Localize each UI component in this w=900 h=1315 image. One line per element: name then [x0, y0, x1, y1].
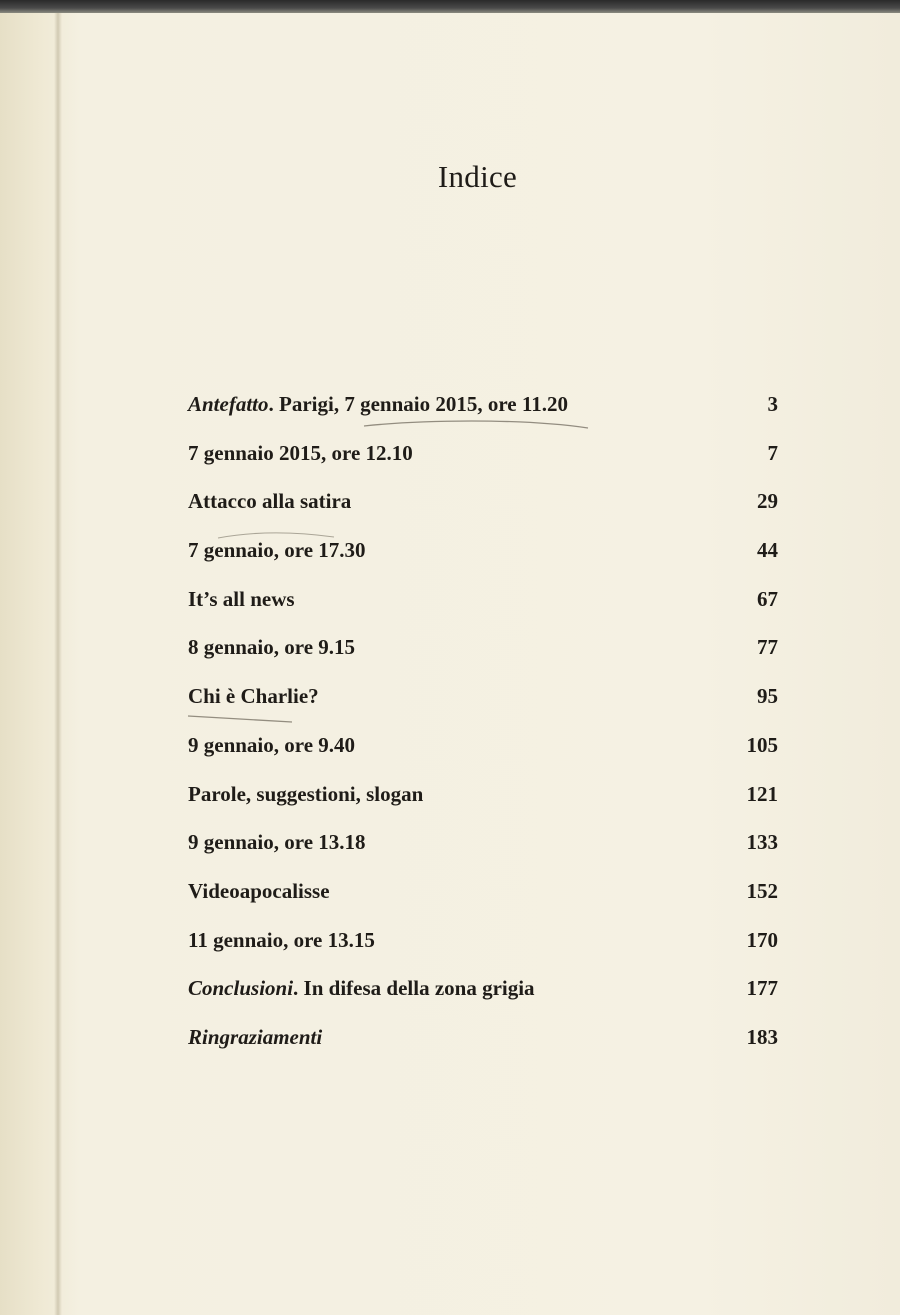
toc-entry-page: 3	[767, 392, 778, 416]
toc-entry-page: 177	[746, 976, 778, 1001]
toc-entry-title	[188, 733, 355, 758]
toc-entry-page: 105	[746, 732, 778, 757]
toc-entry	[188, 928, 778, 977]
toc-entry-title	[188, 635, 355, 660]
toc-entry	[188, 538, 778, 587]
toc-entry-text: 8 gennaio, ore 9.15	[188, 635, 356, 660]
toc-entry-page: 152	[746, 878, 778, 903]
toc-entry-title	[188, 684, 319, 709]
toc-entry	[188, 441, 778, 490]
toc-entry-title	[188, 392, 568, 417]
toc-entry-text: Chi è Charlie?	[188, 684, 319, 709]
toc-entry-title	[188, 782, 423, 807]
toc-entry	[188, 733, 778, 782]
table-of-contents	[188, 392, 778, 1074]
toc-entry-title	[188, 441, 413, 466]
toc-entry	[188, 587, 778, 636]
toc-entry	[188, 976, 778, 1025]
toc-entry	[188, 392, 778, 441]
toc-entry-title	[188, 587, 295, 612]
toc-entry-page: 67	[757, 586, 778, 611]
toc-entry-text: 11 gennaio, ore 13.15	[188, 927, 375, 952]
toc-entry-italic: Antefatto	[188, 392, 269, 416]
toc-entry-text: It’s all news	[188, 586, 295, 611]
toc-entry-italic: Ringraziamenti	[188, 1024, 323, 1049]
toc-entry-title	[188, 928, 375, 953]
toc-entry	[188, 635, 778, 684]
toc-entry-text: Attacco alla satira	[188, 489, 352, 514]
toc-entry-page: 183	[746, 1024, 778, 1049]
toc-entry	[188, 1025, 778, 1074]
toc-entry-title	[188, 830, 366, 855]
scan-top-edge	[0, 0, 900, 13]
toc-entry	[188, 782, 778, 831]
toc-entry-page: 7	[767, 440, 778, 465]
toc-entry-page: 44	[757, 538, 778, 563]
toc-entry-text: 7 gennaio 2015, ore 12.10	[188, 440, 413, 465]
toc-entry-page: 170	[746, 927, 778, 952]
toc-entry-page: 77	[757, 635, 778, 660]
toc-entry	[188, 879, 778, 928]
toc-entry-title	[188, 879, 330, 904]
toc-entry	[188, 684, 778, 733]
toc-entry-text: Videoapocalisse	[188, 878, 330, 903]
toc-entry-text: 9 gennaio, ore 13.18	[188, 830, 366, 855]
toc-entry-page: 29	[757, 489, 778, 514]
toc-entry-page: 95	[757, 684, 778, 709]
toc-entry	[188, 830, 778, 879]
toc-entry-title	[188, 538, 366, 563]
toc-entry-title	[188, 1025, 322, 1050]
toc-entry	[188, 489, 778, 538]
toc-entry-text: 9 gennaio, ore 9.40	[188, 732, 356, 757]
toc-entry-text: Parole, suggestioni, slogan	[188, 781, 424, 806]
page-title: Indice	[437, 158, 518, 194]
spine-fold	[54, 13, 62, 1315]
toc-entry-title	[188, 489, 351, 514]
toc-entry-italic: Conclusioni	[188, 976, 294, 1001]
toc-entry-text: . Parigi, 7 gennaio 2015, ore 11.20	[268, 392, 568, 416]
toc-entry-page: 133	[746, 830, 778, 855]
toc-entry-text: . In difesa della zona grigia	[293, 976, 535, 1001]
toc-entry-page: 121	[746, 781, 778, 806]
toc-entry-text: 7 gennaio, ore 17.30	[188, 538, 366, 563]
toc-entry-title	[188, 976, 535, 1001]
